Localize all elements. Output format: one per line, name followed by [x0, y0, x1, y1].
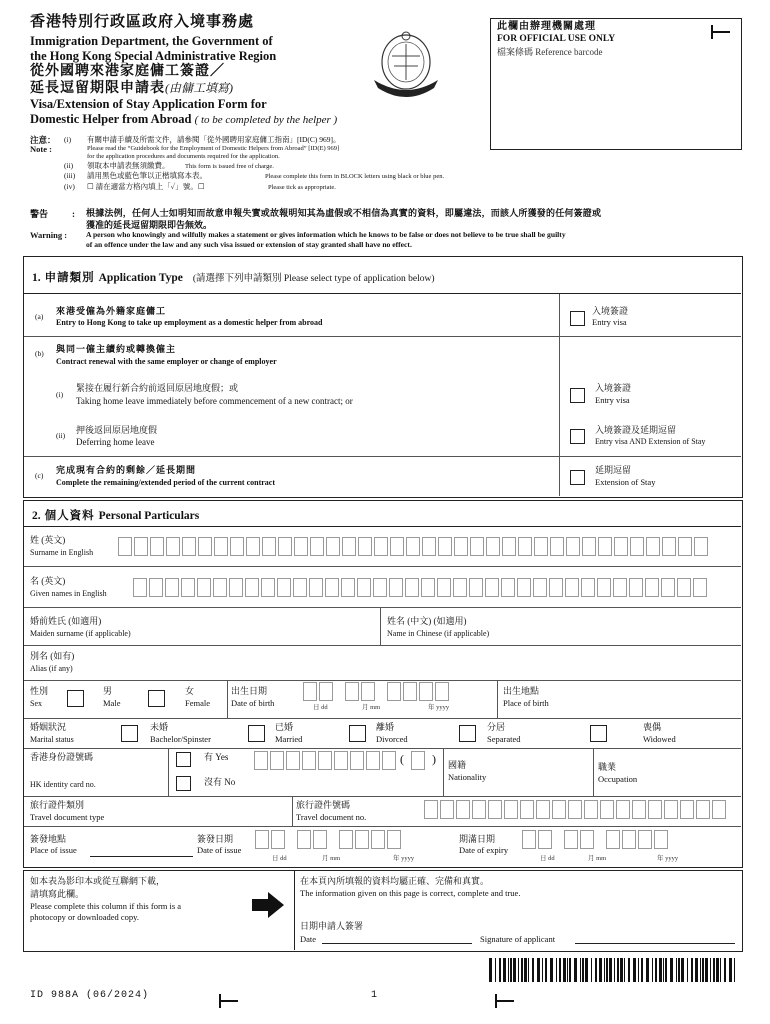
surname-input[interactable] — [118, 537, 710, 556]
dept-name-en-2: the Hong Kong Special Administrative Region — [30, 49, 277, 63]
section1-c-en: Complete the remaining/extended period of the current contract — [56, 478, 275, 487]
copy-note-zh-1: 如本表為影印本或從互聯網下載， — [30, 876, 166, 886]
page-number: 1 — [371, 990, 378, 1001]
doi-input[interactable] — [255, 830, 403, 849]
surname-label-en: Surname in English — [30, 548, 94, 557]
poi-label-zh: 簽發地點 — [30, 834, 67, 844]
doe-mm: 月 mm — [588, 855, 607, 862]
doi-label-zh: 簽發日期 — [197, 834, 234, 844]
doe-dd: 日 dd — [540, 855, 555, 862]
dept-name-en-1: Immigration Department, the Government of — [30, 34, 273, 48]
arrow-right-icon — [250, 890, 286, 920]
occupation-label-zh: 職業 — [598, 762, 617, 772]
declaration-zh: 在本頁內所填報的資料均屬正確、完備和真實。 — [300, 876, 490, 886]
doc-no-input[interactable] — [424, 800, 728, 819]
section2-num: 2. — [32, 510, 41, 522]
entry-visa-checkbox-a[interactable] — [570, 311, 585, 326]
poi-label-en: Place of issue — [30, 845, 77, 855]
section1-b-label: (b) — [35, 349, 44, 358]
section1-bi-label: (i) — [56, 390, 64, 399]
form-barcode — [489, 958, 739, 982]
note-iii-en: Please complete this form in BLOCK letters using black or blue pen. — [265, 173, 445, 180]
dob-input[interactable] — [303, 682, 451, 701]
section2-title-en: Personal Particulars — [98, 510, 200, 522]
hkid-input[interactable] — [254, 751, 398, 770]
married-label-zh: 已婚 — [275, 722, 294, 732]
doi-label-en: Date of issue — [197, 845, 242, 855]
warning-label-en: Warning : — [30, 230, 68, 240]
single-label-zh: 未婚 — [150, 722, 169, 732]
date-input-line[interactable] — [322, 943, 472, 944]
pob-label-zh: 出生地點 — [503, 686, 540, 696]
doc-no-label-zh: 旅行證件號碼 — [296, 800, 351, 810]
marital-widowed-checkbox[interactable] — [590, 725, 607, 742]
female-label-zh: 女 — [185, 686, 195, 696]
scan-mark-right-icon — [494, 993, 516, 1009]
scan-mark-left-icon — [218, 993, 240, 1009]
section1-bi-zh: 緊接在履行新合約前返回原居地度假；或 — [76, 383, 239, 393]
widowed-label-en: Widowed — [643, 734, 676, 744]
hkid-check-digit-open: ( — [400, 752, 404, 766]
sex-label-zh: 性別 — [30, 686, 49, 696]
sex-male-checkbox[interactable] — [67, 690, 84, 707]
copy-note-en-2: photocopy or downloaded copy. — [30, 912, 139, 922]
doc-type-label-en: Travel document type — [30, 812, 105, 822]
note-ii-en: This form is issued free of charge. — [185, 163, 274, 170]
doe-input[interactable] — [522, 830, 670, 849]
section1-hint: (請選擇下列申請類別 Please select type of application below) — [192, 274, 435, 284]
warning-zh-2: 獲准的延長逗留期限即告無效。 — [86, 220, 213, 230]
form-title-zh-2-row — [30, 81, 233, 97]
dept-name-zh: 香港特別行政區政府入境事務處 — [30, 14, 255, 30]
form-code: ID 988A (06/2024) — [30, 990, 150, 1001]
immigration-emblem-icon — [364, 22, 448, 102]
section1-bi-en: Taking home leave immediately before commencement of a new contract; or — [76, 396, 353, 406]
nationality-label-zh: 國籍 — [448, 760, 467, 770]
hkid-check-digit-close: ) — [432, 752, 436, 766]
section1-c-opt-en: Extension of Stay — [595, 477, 656, 487]
section1-a-label: (a) — [35, 312, 44, 321]
doi-dd: 日 dd — [272, 855, 287, 862]
warning-label-zh: 警告 — [30, 209, 49, 219]
dob-label-zh: 出生日期 — [231, 686, 268, 696]
warning-colon: : — [72, 209, 75, 219]
section1-bii-label: (ii) — [56, 431, 66, 440]
signature-input-line[interactable] — [575, 943, 735, 944]
warning-zh-1: 根據法例，任何人士如明知而故意申報失實或故報明知其為虛假或不相信為真實的資料，即屬違法，而該人所獲發的任何簽證或 — [86, 208, 602, 218]
marital-married-checkbox[interactable] — [248, 725, 265, 742]
note-iii-num: (iii) — [64, 171, 76, 180]
given-names-label-zh: 名 (英文) — [30, 576, 66, 586]
given-names-label-en: Given names in English — [30, 589, 107, 598]
hkid-no-checkbox[interactable] — [176, 776, 191, 791]
form-title-en-2-row — [30, 112, 337, 127]
marital-separated-checkbox[interactable] — [459, 725, 476, 742]
section1-b-en: Contract renewal with the same employer or change of employer — [56, 357, 277, 366]
dob-label-en: Date of birth — [231, 698, 275, 708]
note-i-zh: 有關申請手續及所需文件，請參閱「從外國聘用家庭傭工指南」[ID(C) 969]。 — [87, 135, 341, 144]
section1-bi-opt-en: Entry visa — [595, 395, 630, 405]
section1-num: 1. — [32, 272, 41, 284]
divorced-label-en: Divorced — [376, 734, 408, 744]
copy-note-en-1: Please complete this column if this form is a — [30, 901, 182, 911]
maiden-label-en: Maiden surname (if applicable) — [30, 629, 131, 638]
warning-en-1: A person who knowingly and wilfully makes a statement or gives information which he knows to be false or does not believe to be true shall be guilty — [86, 230, 566, 239]
section1-b-zh: 與同一僱主續約或轉換僱主 — [56, 344, 177, 354]
marital-label-zh: 婚姻狀況 — [30, 722, 67, 732]
separated-label-zh: 分居 — [487, 722, 506, 732]
section1-c-label: (c) — [35, 471, 44, 480]
doe-label-zh: 期滿日期 — [459, 834, 496, 844]
entry-visa-checkbox-bi[interactable] — [570, 388, 585, 403]
dob-yyyy: 年 yyyy — [428, 704, 450, 711]
poi-input-line[interactable] — [90, 856, 193, 857]
section1-title-zh: 申請類別 — [44, 272, 95, 284]
doc-no-label-en: Travel document no. — [296, 812, 367, 822]
section1-title-en: Application Type — [98, 272, 183, 284]
official-use-zh: 此欄由辦理機關處理 — [497, 21, 596, 32]
hkid-label-zh: 香港身份證號碼 — [30, 752, 94, 762]
hkid-yes-checkbox[interactable] — [176, 752, 191, 767]
male-label-zh: 男 — [103, 686, 113, 696]
alias-label-zh: 別名 (如有) — [30, 651, 75, 661]
note-label-en: Note : — [30, 144, 52, 154]
surname-label-zh: 姓 (英文) — [30, 535, 66, 545]
female-label-en: Female — [185, 698, 211, 708]
section1-a-en: Entry to Hong Kong to take up employment as a domestic helper from abroad — [56, 318, 323, 327]
dob-dd: 日 dd — [313, 704, 328, 711]
alias-label-en: Alias (if any) — [30, 664, 73, 673]
male-label-en: Male — [103, 698, 121, 708]
declaration-en: The information given on this page is correct, complete and true. — [300, 888, 521, 898]
hkid-check-digit-input[interactable] — [411, 751, 427, 770]
form-title-zh-note: (由傭工填寫) — [165, 81, 233, 95]
maiden-label-zh: 婚前姓氏 (如適用) — [30, 616, 102, 626]
note-i-en-1: Please read the “Guidebook for the Employment of Domestic Helpers from Abroad” [ID(E) 969] — [87, 145, 340, 152]
section1-a-opt-zh: 入境簽證 — [592, 306, 629, 316]
married-label-en: Married — [275, 734, 303, 744]
section1-bii-opt-zh: 入境簽證及延期逗留 — [595, 425, 677, 435]
form-title-zh-1: 從外國聘來港家庭傭工簽證／ — [30, 64, 225, 79]
section1-bii-en: Deferring home leave — [76, 437, 155, 447]
dob-mm: 月 mm — [362, 704, 381, 711]
scan-mark-icon — [710, 24, 732, 40]
note-label-zh: 注意： — [30, 135, 56, 145]
sex-female-checkbox[interactable] — [148, 690, 165, 707]
extension-of-stay-checkbox-c[interactable] — [570, 470, 585, 485]
note-iv-en: Please tick as appropriate. — [268, 184, 336, 191]
chinese-name-label-zh: 姓名 (中文) (如適用) — [387, 616, 467, 626]
warning-en-2: of an offence under the law and any such visa issued or extension of stay granted shall have no effect. — [86, 240, 412, 249]
note-ii-zh: 領取本申請表無須繳費。 — [87, 161, 170, 170]
hkid-no-label: 沒有 No — [204, 777, 236, 787]
form-title-en-2: Domestic Helper from Abroad — [30, 112, 192, 126]
form-title-zh-2: 延長逗留期限申請表 — [30, 81, 165, 96]
section2-title — [32, 506, 199, 524]
nationality-label-en: Nationality — [448, 772, 487, 782]
date-label-en: Date — [300, 934, 317, 944]
doe-label-en: Date of expiry — [459, 845, 509, 855]
section1-a-opt-en: Entry visa — [592, 317, 627, 327]
marital-divorced-checkbox[interactable] — [349, 725, 366, 742]
doc-type-label-zh: 旅行證件類別 — [30, 800, 85, 810]
note-iv-num: (iv) — [64, 182, 75, 191]
separated-label-en: Separated — [487, 734, 521, 744]
marital-label-en: Marital status — [30, 735, 74, 744]
hkid-label-en: HK identity card no. — [30, 780, 96, 789]
note-iii-zh: 請用黑色或藍色筆以正楷填寫本表。 — [87, 171, 207, 180]
section1-a-zh: 來港受僱為外籍家庭傭工 — [56, 306, 167, 316]
widowed-label-zh: 喪偶 — [643, 722, 662, 732]
given-names-input[interactable] — [133, 578, 709, 597]
form-title-en-note: ( to be completed by the helper ) — [194, 114, 338, 126]
signature-label-en: Signature of applicant — [480, 934, 556, 944]
single-label-en: Bachelor/Spinster — [150, 734, 211, 744]
note-i-num: (i) — [64, 135, 72, 144]
doi-yyyy: 年 yyyy — [393, 855, 415, 862]
note-i-en-2: for the application procedures and documents required for the application. — [87, 153, 280, 160]
section2-title-zh: 個人資料 — [44, 510, 95, 522]
entry-visa-extension-checkbox-bii[interactable] — [570, 429, 585, 444]
sex-label-en: Sex — [30, 699, 42, 708]
marital-single-checkbox[interactable] — [121, 725, 138, 742]
chinese-name-label-en: Name in Chinese (if applicable) — [387, 629, 490, 638]
section1-bii-zh: 押後返回原居地度假 — [76, 425, 158, 435]
note-ii-num: (ii) — [64, 161, 74, 170]
note-iv-zh: ☐ 請在適當方格內填上「✓」號。☐ — [87, 182, 205, 191]
divorced-label-zh: 離婚 — [376, 722, 395, 732]
section1-bii-opt-en: Entry visa AND Extension of Stay — [595, 437, 706, 446]
doi-mm: 月 mm — [322, 855, 341, 862]
copy-note-zh-2: 請填寫此欄。 — [30, 889, 85, 899]
pob-label-en: Place of birth — [503, 698, 549, 708]
section1-c-opt-zh: 延期逗留 — [595, 465, 632, 475]
section1-c-zh: 完成現有合約的剩餘／延長期間 — [56, 465, 197, 475]
form-title-en-1: Visa/Extension of Stay Application Form for — [30, 97, 267, 111]
official-use-en: FOR OFFICIAL USE ONLY — [497, 34, 616, 44]
hkid-yes-label: 有 Yes — [204, 752, 229, 762]
section1-title — [32, 268, 435, 286]
section1-bi-opt-zh: 入境簽證 — [595, 383, 632, 393]
doe-yyyy: 年 yyyy — [657, 855, 679, 862]
sign-label-zh: 日期申請人簽署 — [300, 921, 364, 931]
occupation-label-en: Occupation — [598, 774, 638, 784]
reference-barcode-label: 檔案條碼 Reference barcode — [497, 47, 603, 57]
